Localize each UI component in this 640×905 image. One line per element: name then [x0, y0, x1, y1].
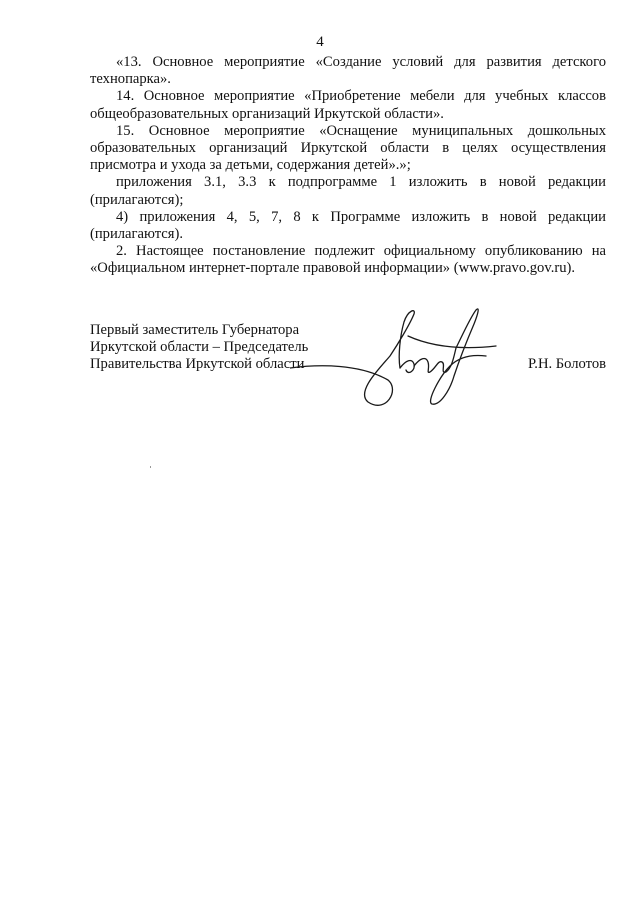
- paragraph-appendices-3: приложения 3.1, 3.3 к подпрограмме 1 изложить в новой редакции (прилагаются);: [90, 174, 606, 208]
- signatory-position-line: Первый заместитель Губернатора: [90, 322, 300, 338]
- scan-speck: [150, 466, 151, 468]
- signatory-position-line: Иркутской области – Председатель: [90, 339, 309, 356]
- paragraph-item-15: 15. Основное мероприятие «Оснащение муниципальных дошкольных образовательных организаций Иркутской области в целях осуществления присмотра и ухода за детьми, содержания детей».»;: [90, 122, 606, 174]
- page-number: 4: [316, 34, 324, 50]
- document-body: [90, 54, 606, 278]
- paragraph-item-14: 14. Основное мероприятие «Приобретение мебели для учебных классов общеобразовательных организаций Иркутской области».: [90, 88, 606, 122]
- handwritten-signature: [290, 306, 510, 416]
- signatory-position: [90, 322, 308, 374]
- signatory-position-line: Правительства Иркутской области: [90, 356, 305, 373]
- signatory-name: Р.Н. Болотов: [528, 356, 607, 372]
- paragraph-item-13: «13. Основное мероприятие «Создание условий для развития детского технопарка».: [90, 54, 606, 88]
- paragraph-publication: 2. Настоящее постановление подлежит официальному опубликованию на «Официальном интернет-портале правовой информации» (www.pravo.gov.ru).: [90, 243, 606, 277]
- paragraph-appendices-4: 4) приложения 4, 5, 7, 8 к Программе изложить в новой редакции (прилагаются).: [90, 208, 606, 243]
